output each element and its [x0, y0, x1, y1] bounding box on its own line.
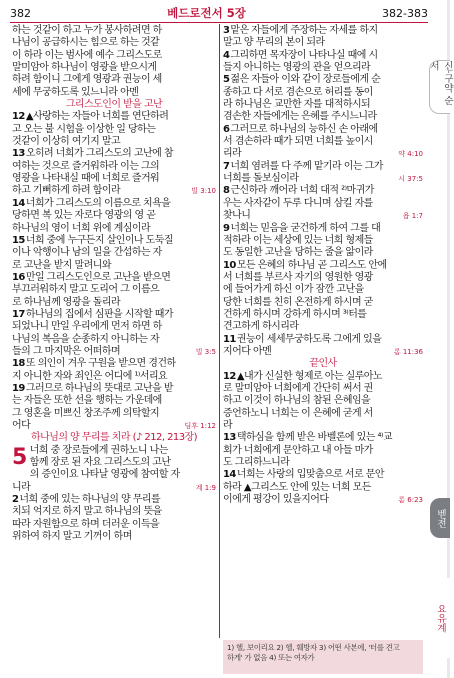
verse-text: 너희 중에 누구든지 살인이나 도둑질	[25, 234, 173, 246]
verse-text: 치되 억지로 하지 말고 하나님의 뜻을	[12, 506, 162, 518]
verse-line	[223, 99, 423, 111]
verse-text: 너희를 돌보심이라	[223, 173, 299, 185]
verse-text: 그 영혼을 미쁘신 창조주께 의탁할지	[12, 407, 160, 419]
verse-text: 하나님의 영이 너희 위에 계심이라	[12, 222, 151, 234]
cross-reference: 빌 3:10	[191, 187, 216, 196]
verse-line	[223, 87, 423, 99]
verse-text: 고 오는 불 시험을 이상한 일 당하는	[12, 123, 156, 135]
verse-text: 되었나니 만일 우리에게 먼저 하면 하	[12, 321, 162, 333]
left-text-column	[12, 25, 216, 543]
verse-line	[223, 260, 423, 272]
verse-line	[12, 124, 216, 136]
verse-text: 너희가 그리스도의 이름으로 치욕을	[25, 197, 171, 209]
verse-line	[12, 111, 216, 123]
verse-text: 라 하나님은 교만한 자를 대적하시되	[223, 99, 371, 111]
verse-line	[223, 284, 423, 296]
cross-reference: 계 1:9	[195, 483, 216, 492]
verse-line	[12, 531, 216, 543]
verse-line	[223, 457, 423, 469]
verse-text: 의 증인이요 나타날 영광에 참여할 자	[29, 469, 180, 481]
verse-line	[223, 383, 423, 395]
verse-line	[12, 519, 216, 531]
cross-reference: 욥 1:7	[402, 212, 423, 221]
verse-text: 그러므로 하나님의 능하신 손 아래에	[230, 123, 378, 135]
verse-line	[223, 124, 423, 136]
verse-line	[12, 457, 216, 469]
verse-text: 것같이 이상히 여기지 말고	[12, 136, 121, 148]
verse-line	[223, 469, 423, 481]
verse-text: 들의 그 마지막은 어떠하며	[12, 345, 121, 357]
verse-text: 에 들어가게 하신 이가 잠깐 고난을	[223, 284, 364, 296]
verse-number: 7	[223, 160, 230, 172]
verse-line	[12, 346, 216, 358]
verse-text: 하려 함이니 그에게 영광과 권능이 세	[12, 74, 162, 86]
column-divider	[219, 24, 220, 638]
verse-text: 하라 ▲그리스도 안에 있는 너희 모든	[223, 481, 371, 493]
verse-line	[12, 25, 216, 37]
cross-reference: 시 37:5	[398, 175, 423, 184]
right-text-column	[223, 25, 423, 506]
verse-text: 택하심을 함께 받은 바벨론에 있는 ⁴⁾교	[236, 432, 392, 444]
verse-line	[12, 87, 216, 99]
verse-text: 너희는 믿음을 굳건하게 하여 그를 대	[230, 222, 381, 234]
verse-text: 로 하나님께 영광을 돌리라	[12, 296, 121, 308]
verse-line	[223, 482, 423, 494]
verse-text: 회가 너희에게 문안하고 내 아들 마가	[223, 444, 373, 456]
verse-number: 13	[12, 148, 25, 160]
verse-text: 서 겸손하라 때가 되면 너희를 높이시	[223, 136, 373, 148]
verse-text: 젊은 자들아 이와 같이 장로들에게 순	[230, 74, 381, 86]
verse-text: 나님의 복음을 순종하지 아니하는 자	[12, 333, 160, 345]
verse-text: 당한 너희를 친히 온전하게 하시며 굳	[223, 296, 373, 308]
verse-line	[12, 148, 216, 160]
verse-line	[12, 383, 216, 395]
verse-line	[223, 173, 423, 185]
verse-number: 9	[223, 222, 230, 234]
verse-line	[12, 358, 216, 370]
verse-line	[12, 272, 216, 284]
verse-text: ▲내가 신실한 형제로 아는 실루아노	[236, 370, 383, 382]
verse-line	[12, 371, 216, 383]
verse-line	[12, 173, 216, 185]
verse-line	[12, 210, 216, 222]
verse-text: 여하는 것으로 즐거워하라 이는 그의	[12, 160, 160, 172]
verse-line	[12, 223, 216, 235]
verse-number: 15	[12, 234, 25, 246]
header-divider	[10, 22, 428, 23]
verse-text: 당하면 복 있는 자로다 영광의 영 곧	[12, 210, 156, 222]
verse-line	[223, 210, 423, 222]
section-heading: 하나님의 양 무리를 치라 (♪ 212, 213장)	[30, 432, 198, 444]
verse-line	[12, 260, 216, 272]
verse-text: 따라 자원함으로 하며 더러운 이득을	[12, 518, 160, 530]
verse-line	[223, 346, 423, 358]
verse-line	[223, 161, 423, 173]
verse-number: 2	[12, 494, 19, 506]
verse-line	[12, 321, 216, 333]
footnote-line: 하게' 가 없음 4) 또는 여자가	[227, 653, 315, 662]
verse-line	[12, 408, 216, 420]
verse-text: 로 고난을 받지 말려니와	[12, 259, 111, 271]
verse-line	[12, 74, 216, 86]
verse-number: 3	[223, 25, 230, 36]
verse-text: 니라	[12, 481, 31, 493]
verse-text: 위하여 하지 말고 기꺼이 하며	[12, 531, 132, 543]
verse-line	[223, 408, 423, 420]
verse-line	[12, 334, 216, 346]
verse-text: 너희는 사랑의 입맞춤으로 서로 문안	[236, 469, 384, 481]
verse-text: 는 자들은 또한 선을 행하는 가운데에	[12, 395, 162, 407]
verse-text: 세에 무궁하도록 있느니라 아멘	[12, 86, 139, 98]
verse-text: 지 아니한 자와 죄인은 어디에 ¹⁾서리요	[12, 370, 168, 382]
verse-line	[223, 395, 423, 407]
verse-line	[223, 321, 423, 333]
footnotes-box	[223, 640, 423, 674]
verse-text: 이 하라 이는 범사에 예수 그리스도로	[12, 49, 162, 61]
verse-text: ▲사랑하는 자들아 너희를 연단하려	[25, 111, 169, 123]
verse-text: 하고 기뻐하게 하려 함이라	[12, 185, 121, 197]
verse-line	[223, 247, 423, 259]
verse-text: 부끄러워하지 말고 도리어 그 이름으	[12, 284, 160, 296]
verse-number: 18	[12, 358, 25, 370]
verse-text: 모든 은혜의 하나님 곧 그리스도 안에	[236, 259, 387, 271]
verse-text: 견고하게 하시리라	[223, 321, 299, 333]
verse-number: 12	[223, 370, 236, 382]
verse-line	[223, 445, 423, 457]
verse-line	[223, 297, 423, 309]
verse-text: 증언하노니 너희는 이 은혜에 굳게 서	[223, 407, 373, 419]
verse-line	[223, 111, 423, 123]
chapter-number: 5	[12, 444, 27, 470]
verse-number: 19	[12, 382, 25, 394]
verse-text: 종하고 다 서로 겸손으로 허리를 동이	[223, 86, 373, 98]
verse-line	[12, 247, 216, 259]
verse-text: 라	[223, 420, 233, 431]
verse-line	[12, 420, 216, 432]
verse-number: 17	[12, 308, 25, 320]
verse-number: 14	[223, 469, 236, 481]
page-range: 382-383	[382, 6, 428, 20]
verse-line	[223, 309, 423, 321]
verse-line	[12, 136, 216, 148]
verse-line	[12, 235, 216, 247]
verse-line	[12, 50, 216, 62]
section-heading: 그리스도인이 받을 고난	[65, 99, 163, 111]
verse-number: 6	[223, 123, 230, 135]
verse-text: 말미암아 하나님이 영광을 받으시게	[12, 62, 157, 74]
verse-line	[223, 371, 423, 383]
verse-number: 4	[223, 49, 230, 61]
verse-number: 12	[12, 111, 25, 123]
verse-text: 겸손한 자들에게는 은혜를 주시느니라	[223, 111, 377, 123]
cross-reference: 롬 6:23	[398, 496, 423, 505]
verse-text: 너희 중 장로들에게 권하노니 나는	[29, 444, 168, 456]
verse-text: 서 너희를 부르사 자기의 영원한 영광	[223, 271, 373, 283]
page-number-left: 382	[10, 6, 31, 20]
verse-number: 13	[223, 432, 236, 444]
verse-line	[12, 161, 216, 173]
verse-line	[223, 74, 423, 86]
verse-text: 그러므로 하나님의 뜻대로 고난을 받	[25, 382, 173, 394]
book-chapter-title: 베드로전서 5장	[167, 6, 246, 20]
verse-text: 또 의인이 겨우 구원을 받으면 경건하	[25, 358, 176, 370]
verse-line	[12, 482, 216, 494]
verse-line	[223, 334, 423, 346]
verse-text: 도 그리하느니라	[223, 457, 290, 469]
index-tab-order[interactable]: 신·구약 순서	[429, 60, 450, 114]
verse-text: 어다	[12, 420, 31, 431]
verse-text: 하나님의 집에서 심판을 시작할 때가	[25, 308, 173, 320]
verse-text: 권능이 세세무궁하도록 그에게 있을	[236, 333, 382, 345]
section-heading: 끝인사	[309, 358, 337, 370]
cross-reference: 약 4:10	[398, 150, 423, 159]
verse-number: 14	[12, 197, 25, 209]
verse-text: 너희 중에 있는 하나님의 양 무리를	[19, 494, 161, 506]
verse-text: 지어다 아멘	[223, 345, 272, 357]
verse-text: 말고 양 무리의 본이 되라	[223, 37, 325, 49]
verse-text: 나님이 공급하시는 힘으로 하는 것같	[12, 37, 160, 49]
verse-line	[223, 136, 423, 148]
footnote-line: 1) 헬, 보이리요 2) 헬, 훼방자 3) 어떤 사본에, '터를 견고	[227, 643, 400, 652]
verse-text: 찾나니	[223, 210, 251, 222]
cross-reference: 딤후 1:12	[184, 422, 216, 430]
verse-line	[223, 25, 423, 37]
verse-text: 하고 이것이 하나님의 참된 은혜임을	[223, 395, 371, 407]
verse-text: 너희 염려를 다 주께 맡기라 이는 그가	[230, 160, 383, 172]
verse-line	[12, 284, 216, 296]
verse-number: 10	[223, 259, 236, 271]
verse-line	[223, 62, 423, 74]
verse-line	[12, 395, 216, 407]
verse-text: 도 동일한 고난을 당하는 줄을 앎이라	[223, 247, 373, 259]
verse-line	[223, 432, 423, 444]
verse-line	[12, 62, 216, 74]
verse-line	[223, 50, 423, 62]
verse-line	[223, 198, 423, 210]
verse-line	[12, 198, 216, 210]
verse-line	[12, 506, 216, 518]
verse-number: 8	[223, 185, 230, 197]
index-tab-letters[interactable]: 요유계	[430, 578, 450, 658]
index-tab-current-book[interactable]: 벧전	[430, 498, 450, 538]
verse-line	[223, 494, 423, 506]
verse-text: 영광을 나타내실 때에 너희로 즐거워	[12, 173, 160, 185]
verse-text: 맡은 자들에게 주장하는 자세를 하지	[230, 25, 378, 36]
verse-line	[223, 420, 423, 432]
page-header	[10, 4, 428, 22]
verse-text: 들지 아니하는 영광의 관을 얻으리라	[223, 62, 371, 74]
verse-line	[223, 235, 423, 247]
verse-text: 근신하라 깨어라 너희 대적 ²⁾마귀가	[230, 185, 374, 197]
verse-text: 오히려 너희가 그리스도의 고난에 참	[25, 148, 173, 160]
verse-number: 5	[223, 74, 230, 86]
verse-text: 이나 악행이나 남의 일을 간섭하는 자	[12, 247, 162, 259]
verse-text: 함께 장로 된 자요 그리스도의 고난	[29, 457, 171, 469]
verse-text: 리라	[223, 148, 242, 160]
verse-line	[12, 469, 216, 481]
verse-text: 이에게 평강이 있을지어다	[223, 494, 329, 506]
verse-line	[12, 494, 216, 506]
verse-text: 그리하면 목자장이 나타나실 때에 시	[230, 49, 378, 61]
verse-line	[12, 185, 216, 197]
verse-line	[223, 272, 423, 284]
verse-text: 적하라 이는 세상에 있는 너희 형제들	[223, 234, 373, 246]
cross-reference: 빌 3:5	[195, 347, 216, 356]
verse-number: 16	[12, 271, 25, 283]
verse-text: 하는 것같이 하고 누가 봉사하려면 하	[12, 25, 162, 36]
verse-text: 우는 사자같이 두루 다니며 삼킬 자를	[223, 197, 373, 209]
verse-line	[12, 297, 216, 309]
verse-line	[223, 185, 423, 197]
verse-text: 만일 그리스도인으로 고난을 받으면	[25, 271, 171, 283]
verse-line	[223, 37, 423, 49]
cross-reference: 롬 11:36	[393, 347, 423, 356]
verse-number: 11	[223, 333, 236, 345]
verse-line	[223, 223, 423, 235]
verse-line	[12, 37, 216, 49]
verse-text: 로 말미암아 너희에게 간단히 써서 권	[223, 382, 373, 394]
verse-line	[12, 309, 216, 321]
verse-line	[223, 148, 423, 160]
verse-text: 건하게 하시며 강하게 하시며 ³⁾터를	[223, 308, 367, 320]
